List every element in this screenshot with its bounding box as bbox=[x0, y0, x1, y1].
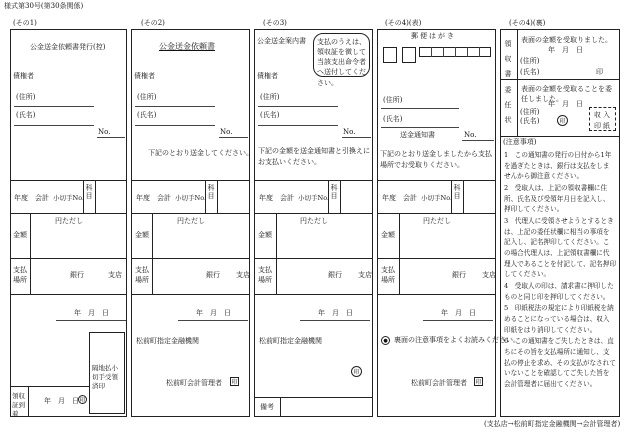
p4f-bullet-icon: ● bbox=[381, 336, 390, 345]
p4f-bank-label: 銀行 bbox=[452, 271, 466, 279]
p1-date: 年 月 日 bbox=[74, 309, 109, 317]
p4f-date: 年 月 日 bbox=[441, 309, 476, 317]
p4b-note-item: 3 代理人に受領させようとするときは、上記の委任状欄に相当の事項を記入し、記名押印してください。この場合代理人は、上記領収書欄に代理人であることを付記して、記名押印してください。 bbox=[504, 217, 616, 279]
p2-payment-place-label: 支払場所 bbox=[135, 266, 149, 284]
p4f-col-line bbox=[463, 180, 464, 213]
p1-title: 公金送金依頼書発行(控) bbox=[30, 43, 106, 51]
p3-payment-place-label: 支払場所 bbox=[258, 266, 272, 284]
p1-seal-circle bbox=[78, 395, 87, 404]
p1-bank-label: 銀行 bbox=[70, 271, 84, 279]
p2-col-line bbox=[152, 213, 153, 258]
p2-name-label: (氏名) bbox=[137, 111, 157, 119]
p4b-row-line bbox=[500, 79, 620, 80]
p4f-manager: 松前町会計管理者 bbox=[411, 379, 467, 387]
p4f-row-line bbox=[377, 258, 496, 259]
p3-row-line bbox=[254, 294, 373, 295]
p2-subject-label: 科目 bbox=[207, 184, 215, 200]
p3-creditor-label: 債権者 bbox=[257, 72, 278, 80]
p2-number-line bbox=[219, 137, 248, 138]
p4f-zip-divider bbox=[467, 47, 468, 57]
p2-row-line bbox=[131, 180, 250, 181]
p2-row-line bbox=[131, 213, 250, 214]
p4f-seal-text: 印 bbox=[475, 379, 482, 386]
p3-stamp-note: 支払のうえは、領収証を徴して当該支出命令者へ送付してください。 bbox=[317, 38, 366, 87]
p1-col-line bbox=[30, 258, 31, 294]
p4b-receipt-text: 表面の金額を受取りました。 bbox=[521, 36, 612, 44]
p3-account-label: 会計 bbox=[280, 194, 294, 202]
p4f-seal-box bbox=[474, 377, 483, 386]
p2-title: 公金送金依頼書 bbox=[159, 42, 215, 51]
p4f-postcode-box bbox=[402, 47, 416, 63]
p4f-row-line bbox=[377, 180, 496, 181]
p4f-row-line bbox=[377, 294, 496, 295]
p3-number-line bbox=[342, 137, 371, 138]
p4b-delegate-label: 委任状 bbox=[504, 86, 512, 131]
p1-row-line bbox=[10, 294, 127, 295]
p1-name-line bbox=[14, 125, 94, 126]
p1-payment-place-label: 支払場所 bbox=[13, 266, 27, 284]
p1-creditor-label: 債権者 bbox=[13, 72, 34, 80]
p4b-revenue-stamp-label: 収入印紙 bbox=[594, 111, 612, 130]
p4b-row-line bbox=[500, 136, 620, 137]
p3-date-line bbox=[300, 320, 370, 321]
p3-bank-label: 銀行 bbox=[328, 271, 342, 279]
p3-name-line bbox=[258, 125, 338, 126]
p3-row-line bbox=[254, 180, 373, 181]
p4b-receipt-date: 年 月 日 bbox=[548, 46, 583, 54]
p2-bank-label: 銀行 bbox=[206, 271, 220, 279]
p2-branch-label: 支店 bbox=[236, 271, 250, 279]
p1-yen-tadashi: 円ただし bbox=[55, 217, 83, 225]
p4f-request: 下記のとおり送金しましたから支払場所でお受取りください。 bbox=[380, 150, 492, 170]
p4f-date-line bbox=[423, 320, 493, 321]
p4f-address-label: (住所) bbox=[383, 96, 403, 104]
p4f-number-line bbox=[462, 140, 494, 141]
form-title: 様式第30号(第30条関係) bbox=[4, 2, 84, 10]
p1-amount-label: 金額 bbox=[13, 231, 27, 239]
p4f-zip-divider bbox=[431, 47, 432, 57]
p4f-zip-divider bbox=[443, 47, 444, 57]
p4b-delegate-seal bbox=[557, 115, 568, 126]
panel-label-4-back: (その4)(裏) bbox=[509, 19, 546, 27]
p1-branch-label: 支店 bbox=[108, 271, 122, 279]
p2-seal-box bbox=[230, 377, 239, 386]
p4b-notes-title: (注意事項) bbox=[503, 138, 537, 146]
p4b-delegate-name: (氏名) bbox=[520, 117, 540, 125]
p3-row-line bbox=[254, 397, 373, 398]
p1-seal-text: 印 bbox=[79, 397, 86, 404]
p1-account-label: 会計 bbox=[35, 194, 49, 202]
p1-receipt-date-label: 領収証到着 bbox=[12, 392, 25, 419]
p4b-delegate-address: (住所) bbox=[520, 108, 540, 116]
p4b-receipt-name: (氏名) bbox=[520, 68, 540, 76]
p3-row-line bbox=[254, 213, 373, 214]
p4f-postcard-label: 郵便はがき bbox=[411, 32, 456, 40]
p3-row-line bbox=[254, 258, 373, 259]
p2-address-label: (住所) bbox=[137, 93, 157, 101]
p4f-subject-label: 科目 bbox=[453, 184, 461, 200]
p1-receipt-note: 隔地払小切手受領済印 bbox=[92, 364, 118, 391]
p3-year-label: 年度 bbox=[259, 194, 273, 202]
p4b-note-item: 2 受取人は、上記の領収書欄に住所、氏名及び受領年月日を記入し、押印してください。 bbox=[504, 184, 610, 214]
p3-address-label: (住所) bbox=[260, 93, 280, 101]
p2-request: 下記のとおり送金してください。 bbox=[148, 149, 253, 157]
p3-institution: 松前町指定金融機関 bbox=[259, 337, 322, 345]
p1-number-line bbox=[97, 137, 125, 138]
p1-address-line bbox=[14, 106, 94, 107]
p1-name-label: (氏名) bbox=[16, 111, 36, 119]
p4b-col-line bbox=[517, 29, 518, 136]
p1-address-label: (住所) bbox=[16, 93, 36, 101]
p4f-amount-label: 金額 bbox=[381, 231, 395, 239]
p2-row-line bbox=[131, 258, 250, 259]
p3-request: 下記の金額を送金通知書と引換えにお支払いください。 bbox=[258, 147, 370, 167]
p2-account-label: 会計 bbox=[157, 194, 171, 202]
p4f-payment-place-label: 支払場所 bbox=[381, 266, 395, 284]
p4b-footer: (支払店→松前町指定金融機関→会計管理者) bbox=[484, 420, 621, 428]
p3-seal-text: 印 bbox=[353, 369, 360, 376]
p4f-postcode-box bbox=[383, 47, 397, 63]
p4f-branch-label: 支店 bbox=[482, 271, 496, 279]
panel-label-2: (その2) bbox=[141, 19, 165, 27]
p1-row-line bbox=[10, 386, 89, 387]
p1-receipt-date: 年 月 日 bbox=[44, 397, 79, 405]
p3-col-line bbox=[280, 397, 281, 417]
p2-date: 年 月 日 bbox=[196, 309, 231, 317]
p3-col-line bbox=[276, 258, 277, 294]
p4f-account-label: 会計 bbox=[403, 194, 417, 202]
p1-row-line bbox=[10, 213, 127, 214]
p3-number-label: No. bbox=[343, 128, 356, 136]
p4b-note-item: 6 この通知書をご失したときは、直ちにその旨を支払場所に通知し、支払の停止を求め、その支払がなされていないことを確認してご失した旨を会計管理者に届出てください。 bbox=[504, 337, 616, 389]
p1-row-line bbox=[10, 180, 127, 181]
p2-number-label: No. bbox=[220, 128, 233, 136]
p2-seal-text: 印 bbox=[231, 379, 238, 386]
p2-amount-label: 金額 bbox=[135, 231, 149, 239]
p1-col-line bbox=[28, 386, 29, 417]
p4b-note-item: 5 印紙税法の規定により印紙税を納めることになっている場合は、収入印紙をはり消印してください。 bbox=[504, 304, 614, 334]
p1-number-label: No. bbox=[98, 128, 111, 136]
p4f-yen-tadashi: 円ただし bbox=[423, 217, 451, 225]
p1-col-line bbox=[95, 180, 96, 213]
p3-amount-label: 金額 bbox=[258, 231, 272, 239]
p1-row-line bbox=[10, 258, 127, 259]
p4f-name-label: (氏名) bbox=[383, 115, 403, 123]
p4f-notice-title: 送金通知書 bbox=[400, 131, 435, 139]
p4b-receipt-seal: 印 bbox=[596, 68, 603, 76]
p4f-zip-divider bbox=[479, 47, 480, 57]
p1-col-line bbox=[30, 213, 31, 258]
p3-remarks-label: 備考 bbox=[260, 403, 274, 411]
p4b-note-item: 1 この通知書の発行の日付から1年を過ぎたときは、銀行は支払をしませんから御注意ください。 bbox=[504, 151, 612, 181]
p4f-name-line bbox=[381, 127, 459, 128]
p2-col-line bbox=[152, 258, 153, 294]
p4b-delegate-seal-text: 印 bbox=[559, 118, 566, 125]
p4b-note-item: 4 受取人の印は、請求書に押印したものと同じ印を押印してください。 bbox=[504, 282, 614, 301]
p2-check-label: 小切手No. bbox=[175, 194, 207, 202]
p3-check-label: 小切手No. bbox=[298, 194, 330, 202]
p3-col-line bbox=[340, 180, 341, 213]
p2-address-line bbox=[135, 106, 215, 107]
p3-col-line bbox=[276, 213, 277, 258]
p1-date-line bbox=[56, 320, 126, 321]
p4f-address-line bbox=[381, 108, 459, 109]
panel-label-3: (その3) bbox=[263, 19, 287, 27]
p1-subject-label: 科目 bbox=[85, 184, 93, 200]
p1-year-label: 年度 bbox=[14, 194, 28, 202]
panel-label-4-front: (その4)(表) bbox=[385, 19, 422, 27]
panel-label-1: (その1) bbox=[13, 19, 37, 27]
p3-seal-circle bbox=[351, 366, 362, 377]
p2-year-label: 年度 bbox=[136, 194, 150, 202]
p2-name-line bbox=[135, 125, 215, 126]
p2-date-line bbox=[178, 320, 248, 321]
p2-manager: 松前町会計管理者 bbox=[166, 379, 222, 387]
p4b-delegate-text: 表面の金額を受取ることを委任しました。 bbox=[521, 85, 612, 104]
p4f-zip-divider bbox=[455, 47, 456, 57]
p3-title: 公金送金案内書 bbox=[257, 37, 306, 45]
p4f-row-line bbox=[377, 213, 496, 214]
p4b-delegate-date: 年 月 日 bbox=[548, 100, 583, 108]
p4f-check-label: 小切手No. bbox=[421, 194, 453, 202]
p4f-back-note: 裏面の注意事項をよくお読みください。 bbox=[394, 336, 520, 344]
p3-name-label: (氏名) bbox=[260, 111, 280, 119]
p4b-receipt-label: 領収書 bbox=[504, 40, 512, 85]
p2-creditor-label: 債権者 bbox=[134, 72, 155, 80]
p4f-number-label: No. bbox=[464, 131, 477, 139]
p1-check-label: 小切手No. bbox=[53, 194, 85, 202]
p4f-col-line bbox=[399, 213, 400, 258]
p2-yen-tadashi: 円ただし bbox=[177, 217, 205, 225]
p3-date: 年 月 日 bbox=[318, 309, 353, 317]
p4f-year-label: 年度 bbox=[382, 194, 396, 202]
p3-address-line bbox=[258, 106, 338, 107]
p3-yen-tadashi: 円ただし bbox=[300, 217, 328, 225]
p2-institution: 松前町指定金融機関 bbox=[136, 337, 199, 345]
p3-subject-label: 科目 bbox=[330, 184, 338, 200]
p3-branch-label: 支店 bbox=[358, 271, 372, 279]
p4b-receipt-address: (住所) bbox=[520, 57, 540, 65]
p2-col-line bbox=[217, 180, 218, 213]
p2-row-line bbox=[131, 294, 250, 295]
p4b-notes-list bbox=[504, 150, 616, 391]
p4f-col-line bbox=[399, 258, 400, 294]
